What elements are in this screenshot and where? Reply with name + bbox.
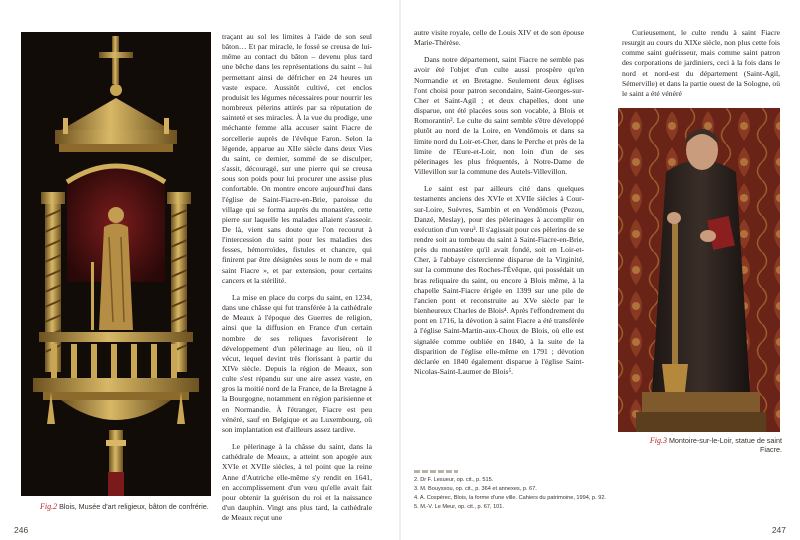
figure-3-caption [636, 436, 782, 454]
figure-3-caption-text: Montoire-sur-le-Loir, statue de saint Fiacre. [668, 436, 782, 454]
figure-2-caption [40, 502, 210, 511]
left-page-text-column [222, 32, 372, 523]
right-page-text-column [414, 28, 584, 377]
page-number-left: 246 [14, 525, 29, 535]
footnotes [414, 470, 606, 512]
footnote-divider [414, 470, 458, 473]
paragraph: Curieusement, le culte rendu à saint Fiacre resurgit au cours du XIXe siècle, non plus cette fois comme saint guérisseur, mais comme saint patron des corporations de jardiniers, ceci à la fois dans le nord et nord-est du département (Saint-Agil, Sémerville) et dans la partie ouest de la Sologne, où le saint a été vénéré [622, 28, 780, 98]
paragraph: autre visite royale, celle de Louis XIV et de son épouse Marie-Thérèse. [414, 28, 584, 48]
processional-staff-photo [21, 32, 211, 496]
paragraph: Le pèlerinage à la châsse du saint, dans la cathédrale de Meaux, a atteint son apogée aux XVIe et XVIIe siècles, à tel point que la reine Anne d'Autriche elle-même s'y rendit en 1641, en accomplissement d'un vœu qu'elle avait fait pour obtenir la guérison du roi et la naissance d'un dauphin. Vingt ans plus tard, la cathédrale de Meaux reçut une [222, 442, 372, 523]
saint-fiacre-statue-photo [618, 108, 780, 432]
right-page-top-text [622, 28, 780, 99]
figure-2-caption-text: Blois, Musée d'art religieux, bâton de confrérie. [59, 502, 209, 511]
footnote: 3. M. Bouyssou, op. cit., p. 364 et annexes, p. 67. [414, 486, 537, 492]
paragraph: La mise en place du corps du saint, en 1234, dans une châsse qui fut transférée à la cathédrale de Meaux à l'époque des Guerres de religion, ainsi que la diffusion en France d'un certain nombre de ses reliques favorisèrent le développement d'un pèlerinage au lieu, où il vécut, lequel devint très florissant à partir du XIVe siècle. Depuis la région de Meaux, son culte s'est répandu sur une aire assez vaste, en gros la moitié nord de la France, de la Bretagne à la Bourgogne, notamment en région parisienne et en Normandie. À l'étranger, Fiacre est peu vénéré, sauf en Belgique et au Luxembourg, où son implantation est d'ailleurs assez tardive. [222, 292, 372, 434]
page-number-right: 247 [771, 525, 786, 535]
footnote: 2. Dr F. Lesueur, op. cit., p. 515. [414, 477, 494, 483]
footnote: 5. M.-V. Le Meur, op. cit., p. 67, 101. [414, 504, 504, 510]
paragraph: Dans notre département, saint Fiacre ne semble pas avoir été l'objet d'un culte aussi prospère qu'en Normandie et en Bretagne. Seulement deux églises l'ont choisi pour patron secondaire, Saint-Georges-sur-Cher et Saint-Agil ; et deux chapelles, dont une disparue, ont été placées sous son vocable, à Blois et Romorantin². Le culte du saint semble s'être développé plutôt au nord de la Loire, en Vendômois et dans sa limite nord du Loir-et-Cher, dans le Perche et près de la limite de l'Eure-et-Loir, non loin d'un de ses pèlerinages les plus fréquentés, à Notre-Dame de Villevillon sur la commune des Autels-Villevillon. [414, 55, 584, 177]
footnote: 4. A. Cospérec, Blois, la forme d'une ville. Cahiers du patrimoine, 1994, p. 92. [414, 495, 606, 501]
figure-3-label: Fig.3 [649, 436, 667, 445]
figure-2-label: Fig.2 [40, 502, 58, 511]
paragraph: traçant au sol les limites à l'aide de son seul bâton… Et par miracle, le fossé se creusa de lui-même au contact du bâton – devenu plus tard une bêche dans les représentations du saint – lui permettant ainsi de défricher en 24 heures un vaste espace. Aussitôt cultivé, cet enclos produisit les légumes nécessaires pour nourrir les nombreux pèlerins attirés par sa réputation de sainteté et ses miracles. À la vue du prodige, une méchante femme alla accuser saint Fiacre de sorcellerie auprès de l'évêque Faron. Selon la légende, apparue au XIIe siècle dans deux Vies du saint, ce dernier, sommé de se disculper, s'assit, découragé, sur une pierre qui se creusa sous son poids pour lui procurer une assise plus confortable. On montre encore aujourd'hui dans l'église de Saint-Fiacre-en-Brie, paroisse du village qui se forma auprès du monastère, cette pierre sur laquelle les malades allaient s'asseoir. De là, vient sans doute que l'on recourut à l'intercession du saint pour les maladies des fesses, hémorroïdes, fistules et chancre, qui finirent par être désignées sous le nom de « mal saint Fiacre », et par extension, pour certains cancers et la stérilité. [222, 32, 372, 285]
page-gutter [399, 0, 401, 540]
paragraph: Le saint est par ailleurs cité dans quelques testaments anciens des XVIe et XVIIe siècles à Cour-sur-Loire, Suèvres, Sambin et en Vendômois (Pezou, Danzé, Meslay), pour des pèlerinages à accomplir en exécution d'un vœu³. Il s'agissait pour ces pèlerins de se rendre soit au tombeau du saint à Saint-Fiacre-en-Brie, près du monastère qu'il avait fondé, soit en Loir-et-Cher, à l'abbaye cistercienne disparue de la Virginité, sur la commune des Roches-l'Évêque, qui possédait un bras reliquaire du saint, ou encore à Blois même, à la chapelle Saint-Fiacre érigée en 1399 sur une pile de l'ancien pont et reconstruite au XVe siècle par le bienheureux Charles de Blois⁴. Après l'effondrement du pont en 1716, la dévotion à saint Fiacre a été transférée à l'église Saint-Martin-aux-Choux de Blois, où elle est signalée comme oubliée en 1840, à la suite de la disparition de l'église elle-même en 1791 ; dévotion déclarée en 1840 également disparue à l'église Saint-Nicolas-Saint-Laumer de Blois⁵. [414, 184, 584, 376]
